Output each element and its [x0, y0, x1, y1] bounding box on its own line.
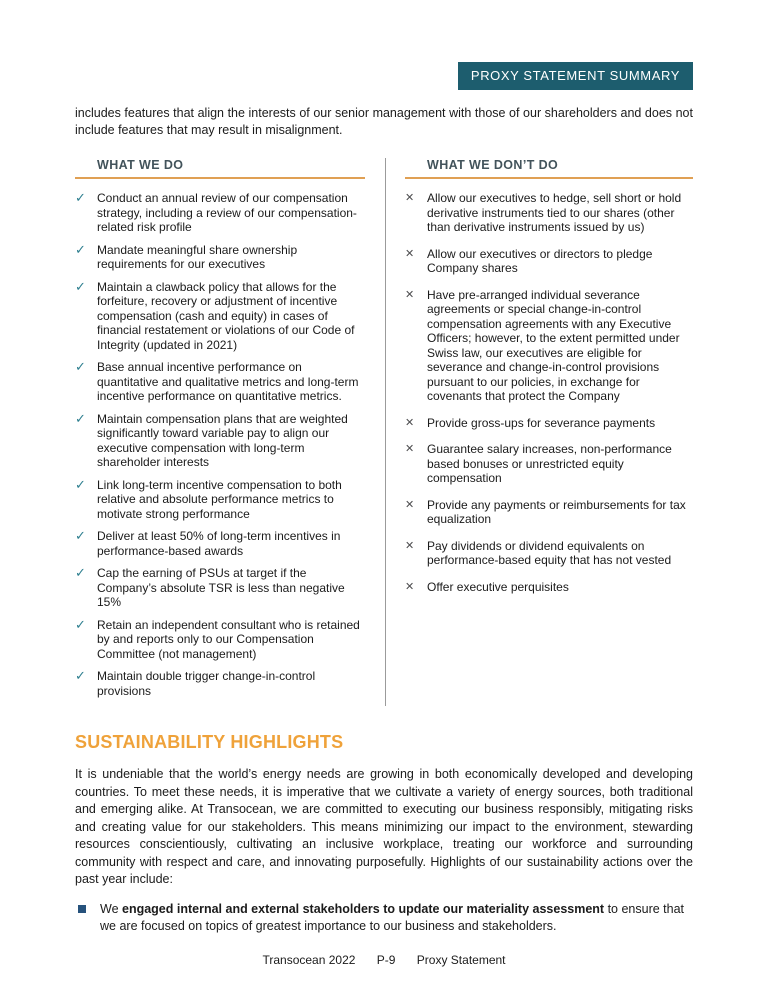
cross-icon: ✕ — [405, 416, 415, 429]
banner-title: PROXY STATEMENT SUMMARY — [470, 68, 680, 83]
list-item — [405, 416, 693, 431]
cross-icon: ✕ — [405, 580, 415, 593]
list-item-text: Cap the earning of PSUs at target if the Company’s absolute TSR is less than negative 15% — [97, 566, 345, 609]
check-icon: ✓ — [75, 190, 86, 205]
bullet-text-bold: engaged internal and external stakeholders to update our materiality assessment — [122, 901, 605, 916]
check-icon: ✓ — [75, 359, 86, 374]
list-item — [75, 280, 365, 353]
list-item-text: Deliver at least 50% of long-term incentives in performance-based awards — [97, 529, 341, 558]
check-icon: ✓ — [75, 410, 86, 426]
list-item-text: Have pre-arranged individual severance agreements or special change-in-control compensation agreements with any Executive Officers; however, to the extent permitted under Swiss law, our executives are eligible for severance and change-in-control provisions pursuant to our policies, in exchange for covenants that protect the Company — [427, 287, 680, 403]
sustainability-bullet-text — [100, 901, 693, 936]
sustainability-bullet — [75, 901, 693, 936]
list-item — [405, 498, 693, 527]
square-bullet-icon — [78, 905, 86, 913]
list-item — [75, 412, 365, 470]
list-item-text: Mandate meaningful share ownership requirements for our executives — [97, 242, 298, 271]
sustainability-heading: SUSTAINABILITY HIGHLIGHTS — [75, 732, 344, 752]
what-we-do-section — [75, 158, 365, 706]
list-item-text: Base annual incentive performance on quantitative and qualitative metrics and long-term incentive performance on quantitative metrics. — [97, 360, 359, 403]
list-item — [405, 247, 693, 276]
what-we-dont-do-list — [405, 191, 693, 594]
check-icon: ✓ — [75, 668, 86, 683]
list-item — [75, 478, 365, 522]
list-item-text: Maintain compensation plans that are weighted significantly toward variable pay to align our executive compensation with long-term shareholder interests — [97, 411, 348, 469]
cross-icon: ✕ — [405, 247, 415, 260]
list-item — [75, 669, 365, 698]
cross-icon: ✕ — [405, 288, 415, 301]
footer-page-number: P-9 — [376, 953, 396, 967]
footer-brand: Transocean 2022 — [262, 953, 356, 967]
what-we-do-list — [75, 191, 365, 698]
do-dont-columns — [75, 158, 693, 706]
list-item — [75, 191, 365, 235]
list-item-text: Offer executive perquisites — [427, 579, 569, 594]
check-icon: ✓ — [75, 565, 86, 580]
what-we-dont-do-header: WHAT WE DON’T DO — [405, 158, 693, 179]
list-item-text: Provide any payments or reimbursements for tax equalization — [427, 497, 686, 526]
list-item-text: Provide gross-ups for severance payments — [427, 415, 656, 430]
list-item-text: Retain an independent consultant who is retained by and reports only to our Compensation Committee (not management) — [97, 617, 360, 661]
check-icon: ✓ — [75, 528, 86, 543]
list-item — [405, 288, 693, 404]
list-item-text: Maintain double trigger change-in-control provisions — [97, 669, 316, 698]
list-item-text: Maintain a clawback policy that allows for the forfeiture, recovery or adjustment of incentive compensation (cash and equity) in cases of financial restatement or violations of our Code of Integrity (updated in 2021) — [97, 279, 355, 352]
proxy-summary-banner — [458, 62, 693, 90]
bullet-text-suffix: to ensure that we are focused on topics of greatest importance to our business and stakeholders. — [100, 901, 685, 933]
check-icon: ✓ — [75, 241, 86, 257]
cross-icon: ✕ — [405, 539, 415, 552]
list-item — [405, 539, 693, 568]
list-item-text: Pay dividends or dividend equivalents on performance-based equity that has not vested — [427, 538, 672, 567]
list-item — [405, 580, 693, 595]
intro-paragraph: includes features that align the interests of our senior management with those of our shareholders and does not include features that may result in misalignment. — [75, 106, 693, 137]
what-we-dont-do-section — [405, 158, 693, 706]
list-item-text: Allow our executives or directors to pledge Company shares — [427, 246, 653, 275]
check-icon: ✓ — [75, 616, 86, 632]
page-footer — [0, 953, 768, 967]
list-item — [75, 243, 365, 272]
list-item — [405, 442, 693, 486]
bullet-text-prefix: We — [100, 901, 122, 916]
list-item — [405, 191, 693, 235]
list-item-text: Conduct an annual review of our compensation strategy, including a review of our compensation-related risk profile — [97, 191, 357, 234]
cross-icon: ✕ — [405, 443, 415, 455]
what-we-do-header: WHAT WE DO — [75, 158, 365, 179]
list-item-text: Allow our executives to hedge, sell short or hold derivative instruments tied to our shares (other than derivative instruments issued by us) — [427, 191, 682, 234]
list-item-text: Guarantee salary increases, non-performance based bonuses or unrestricted equity compensation — [427, 442, 672, 485]
cross-icon: ✕ — [405, 192, 415, 204]
footer-label: Proxy Statement — [416, 953, 506, 967]
column-divider — [385, 158, 386, 706]
list-item — [75, 618, 365, 662]
list-item — [75, 360, 365, 404]
cross-icon: ✕ — [405, 498, 415, 511]
check-icon: ✓ — [75, 278, 86, 294]
check-icon: ✓ — [75, 476, 86, 492]
list-item — [75, 566, 365, 610]
list-item-text: Link long-term incentive compensation to both relative and absolute performance metrics to motivate strong performance — [97, 477, 342, 521]
sustainability-paragraph: It is undeniable that the world’s energy needs are growing in both economically developed and developing countries. To meet these needs, it is imperative that we cultivate a variety of energy sources, both traditional and emerging alike. At Transocean, we are committed to executing our business responsibly, mitigating risks and creating value for our stakeholders. This means minimizing our impact to the environment, stewarding resources conscientiously, cultivating an inclusive workplace, treating our workforce and surrounding community with respect and care, and innovating purposefully. Highlights of our sustainability actions over the past year include: — [75, 767, 693, 886]
list-item — [75, 529, 365, 558]
